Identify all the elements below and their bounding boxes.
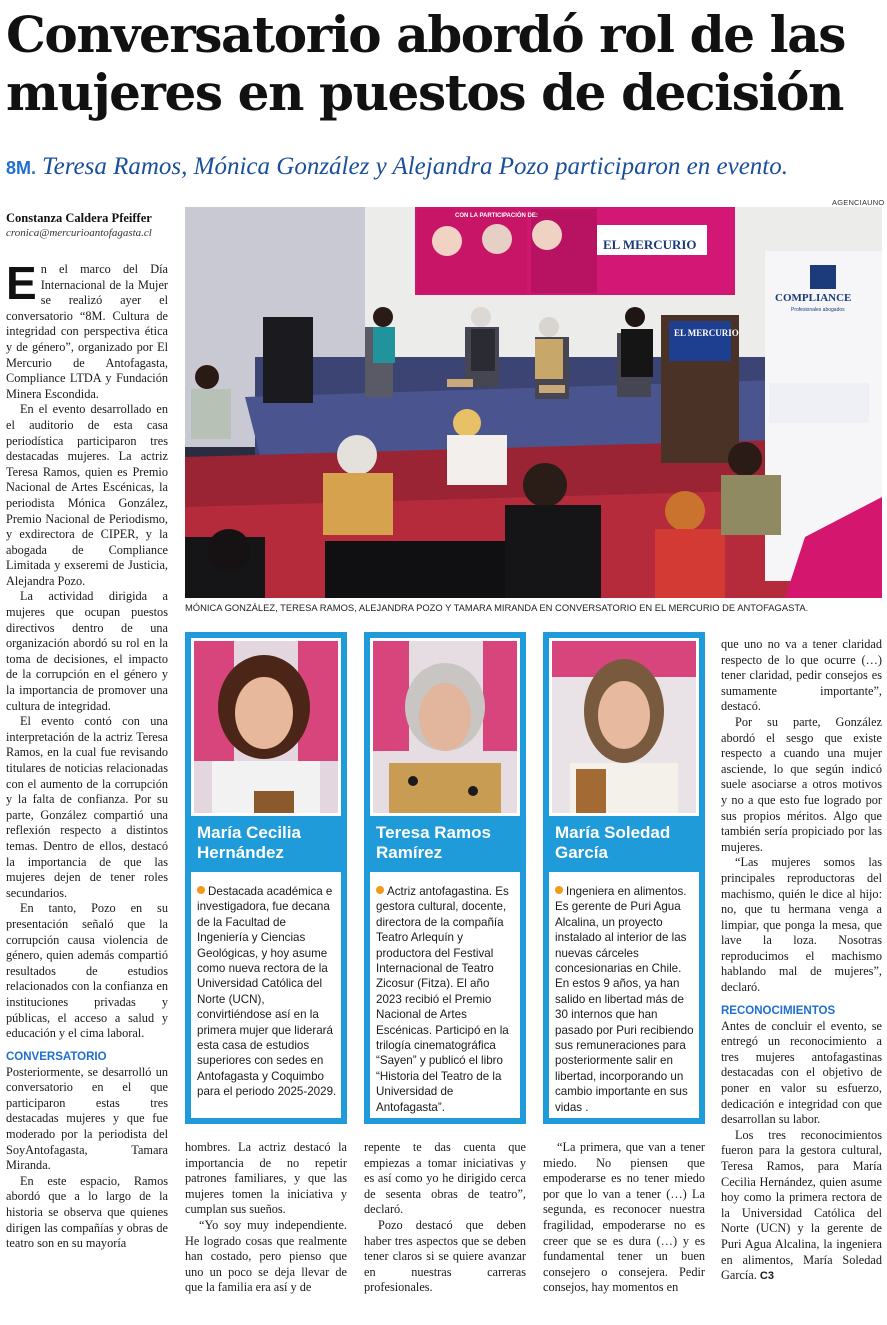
- profile-bio: Destacada académica e investigadora, fue decana de la Facultad de Ingeniería y Ciencias Geológicas, y hoy asume como nueva rectora de la Universidad Católica del Norte (UCN), convirtiéndose así en la primera mujer que liderará esta casa de estudios superiores con sedes en Antofagasta y Coquimbo para el periodo 2025-2029.: [197, 885, 337, 1099]
- profile-bio: Ingeniera en alimentos. Es gerente de Puri Agua Alcalina, un proyecto instalado al interior de las nuevas cárceles concesionarias en Chile. En estos 9 años, ya han salido en libertad más de 30 internos que han pasado por Puri recibiendo sus remuneraciones para posteriormente salir en libertad, incorporando un cambio importante en sus vidas .: [555, 885, 694, 1114]
- article-paragraph: La actividad dirigida a mujeres que ocupan puestos directivos dentro de una organización abordó su rol en la toma de decisiones, el impacto de la corrupción en el género y la importancia de promover una cultura de integridad.: [6, 589, 168, 713]
- article-paragraph: En el evento desarrollado en el auditorio de esta casa periodística participaron tres destacadas mujeres. La actriz Teresa Ramos, quien es Premio Nacional de Artes Escénicas, la periodista Mónica González, Premio Nacional de Periodismo, y exdirectora de CIPER, y la abogada de Compliance Limitada y exseremi de Justicia, Alejandra Pozo.: [6, 402, 168, 588]
- portrait-photo: [194, 641, 338, 813]
- deck: [6, 150, 882, 185]
- article-paragraph: Los tres reconocimientos fueron para la gestora cultural, Teresa Ramos, para María Cecilia Hernández, quien asume hoy como la primera rectora de la Universidad Católica del Norte (UCN) y la gerente de Puri Agua Alcalina, la ingeniera en alimentos, María Soledad García. C3: [721, 1127, 882, 1283]
- bullet-icon: [376, 886, 384, 894]
- profile-card-hernandez: [185, 632, 347, 1124]
- article-paragraph: Posteriormente, se desarrolló un conversatorio en el que participaron estas tres destacadas mujeres y que fue moderado por la periodista del SoyAntofagasta, Tamara Miranda.: [6, 1064, 168, 1173]
- bullet-icon: [197, 886, 205, 894]
- portrait-illustration: [552, 641, 696, 813]
- bullet-icon: [555, 886, 563, 894]
- article-column-1: [6, 257, 168, 1252]
- article-paragraph: Antes de concluir el evento, se entregó un reconocimiento a tres mujeres antofagastinas destacadas con el objetivo de poner en valor su esfuerzo, dedicación e integridad con que desarrollan su labor.: [721, 1018, 882, 1127]
- article-paragraph: Por su parte, González abordó el sesgo que existe respecto a cuando una mujer asciende, lo que según indicó suele asociarse a otros motivos y no a que esto fue logrado por sus propios méritos. Algo que también sería propiciado por las mujeres.: [721, 714, 882, 854]
- article-column-5: [721, 637, 882, 1285]
- article-paragraph: En este espacio, Ramos abordó que a lo largo de la historia se observa que quienes dirigen las compañías y obras de teatro son en su mayoría: [6, 1173, 168, 1251]
- photo-credit: AGENCIAUNO: [832, 198, 885, 207]
- article-paragraph: “La primera, que van a tener miedo. No piensen que empoderarse es no tener miedo por que lo van a tener (…) La segunda, es reconocer nuestra fragilidad, empoderarse no es creer que se es dura (…) y es fundamental tener un buen consejero o consejera. Pedir consejos, hay momentos en: [543, 1140, 705, 1295]
- portrait-illustration: [373, 641, 517, 813]
- podium-brand: EL MERCURIO: [674, 328, 739, 338]
- event-photo: [185, 207, 882, 598]
- byline: [6, 210, 178, 241]
- headline: Conversatorio abordó rol de las mujeres en puestos de decisión: [6, 5, 845, 122]
- event-photo-illustration: [185, 207, 882, 598]
- article-paragraph: El evento contó con una interpretación de la actriz Teresa Ramos, en la cual fue revisando titulares de noticias relacionadas con el aumento de la corrupción y la falta de confianza. Por su parte, González compartió una reflexión respecto a distintos temas. Dentro de ellos, destacó la importancia de que las mujeres dejen de tener roles secundarios.: [6, 714, 168, 900]
- article-paragraph: que uno no va a tener claridad respecto de lo que ocurre (…) tener claridad, pedir consejos es sumamente importante”, destacó.: [721, 637, 882, 714]
- portrait-photo: [373, 641, 517, 813]
- article-paragraph: En tanto, Pozo en su presentación señaló que la corrupción causa violencia de género, quien además compartió resultados de estudios relacionados con la confianza en instituciones privadas y públicas, el acceso a salud y educación y el cima laboral.: [6, 901, 168, 1041]
- article-column-4: [543, 1140, 705, 1296]
- article-paragraph: “Yo soy muy independiente. He logrado cosas que realmente han costado, pero pienso que uno un poco se deja llevar de que la familia era así y de: [185, 1217, 347, 1295]
- screen-title: CON LA PARTICIPACIÓN DE:: [455, 213, 538, 219]
- banner-sub: Profesionales abogados: [791, 307, 845, 313]
- article-paragraph: hombres. La actriz destacó la importancia de no repetir patrones familiares, y que las mujeres tomen la iniciativa y cumplan sus sueños.: [185, 1140, 347, 1217]
- profile-card-ramos: [364, 632, 526, 1124]
- deck-text: Teresa Ramos, Mónica González y Alejandra Pozo participaron en evento.: [42, 153, 788, 180]
- banner-brand: COMPLIANCE: [775, 292, 852, 304]
- photo-caption: MÓNICA GONZÁLEZ, TERESA RAMOS, ALEJANDRA POZO Y TAMARA MIRANDA EN CONVERSATORIO EN EL MERCURIO DE ANTOFAGASTA.: [185, 602, 809, 613]
- end-mark: C3: [759, 1270, 774, 1283]
- profile-name: María Soledad García: [549, 816, 699, 872]
- subheading-conversatorio: CONVERSATORIO: [6, 1050, 107, 1063]
- drop-cap: E: [6, 257, 37, 309]
- article-column-2: [185, 1140, 347, 1296]
- profile-card-garcia: [543, 632, 705, 1124]
- article-paragraph: repente te das cuenta que empiezas a tomar iniciativas y es así como yo he dirigido cerca de sesenta obras de teatro”, declaró.: [364, 1140, 526, 1217]
- article-column-3: [364, 1140, 526, 1296]
- portrait-illustration: [194, 641, 338, 813]
- article-paragraph: En el marco del Día Internacional de la Mujer se realizó ayer el conversatorio “8M. Cultura de integridad con perspectiva ética y de género”, organizado por El Mercurio de Antofagasta, Compliance LTDA y Fundación Minera Escondida.: [6, 257, 168, 401]
- subheading-reconocimientos: RECONOCIMIENTOS: [721, 1004, 836, 1017]
- portrait-photo: [552, 641, 696, 813]
- byline-author: Constanza Caldera Pfeiffer: [6, 211, 152, 225]
- byline-email[interactable]: cronica@mercurioantofagasta.cl: [6, 227, 152, 239]
- profile-bio: Actriz antofagastina. Es gestora cultural, docente, directora de la compañía Teatro Arlequín y productora del Festival Internacional de Teatro Zicosur (Fitza). El año 2023 recibió el Premio Nacional de Artes Escénicas. Participó en la trilogía cinematográfica “Sayen” y publicó el libro “Historia del Teatro de la Universidad de Antofagasta”.: [376, 885, 509, 1114]
- article-paragraph: “Las mujeres somos las principales reproductoras del machismo, quién le dice al hijo: no, que tu hermana venga a limpiar, que ponga la mesa, que lave la loza. Nosotras reproducimos el machismo hablando mal de mujeres”, declaró.: [721, 855, 882, 995]
- profile-name: María Cecilia Hernández: [191, 816, 341, 872]
- screen-brand: EL MERCURIO: [603, 237, 697, 252]
- deck-tag: 8M.: [6, 158, 37, 178]
- profile-name: Teresa Ramos Ramírez: [370, 816, 520, 872]
- article-paragraph: Pozo destacó que deben haber tres aspectos que se deben tener claros si se quiere avanzar en nuestras carreras profesionales.: [364, 1217, 526, 1295]
